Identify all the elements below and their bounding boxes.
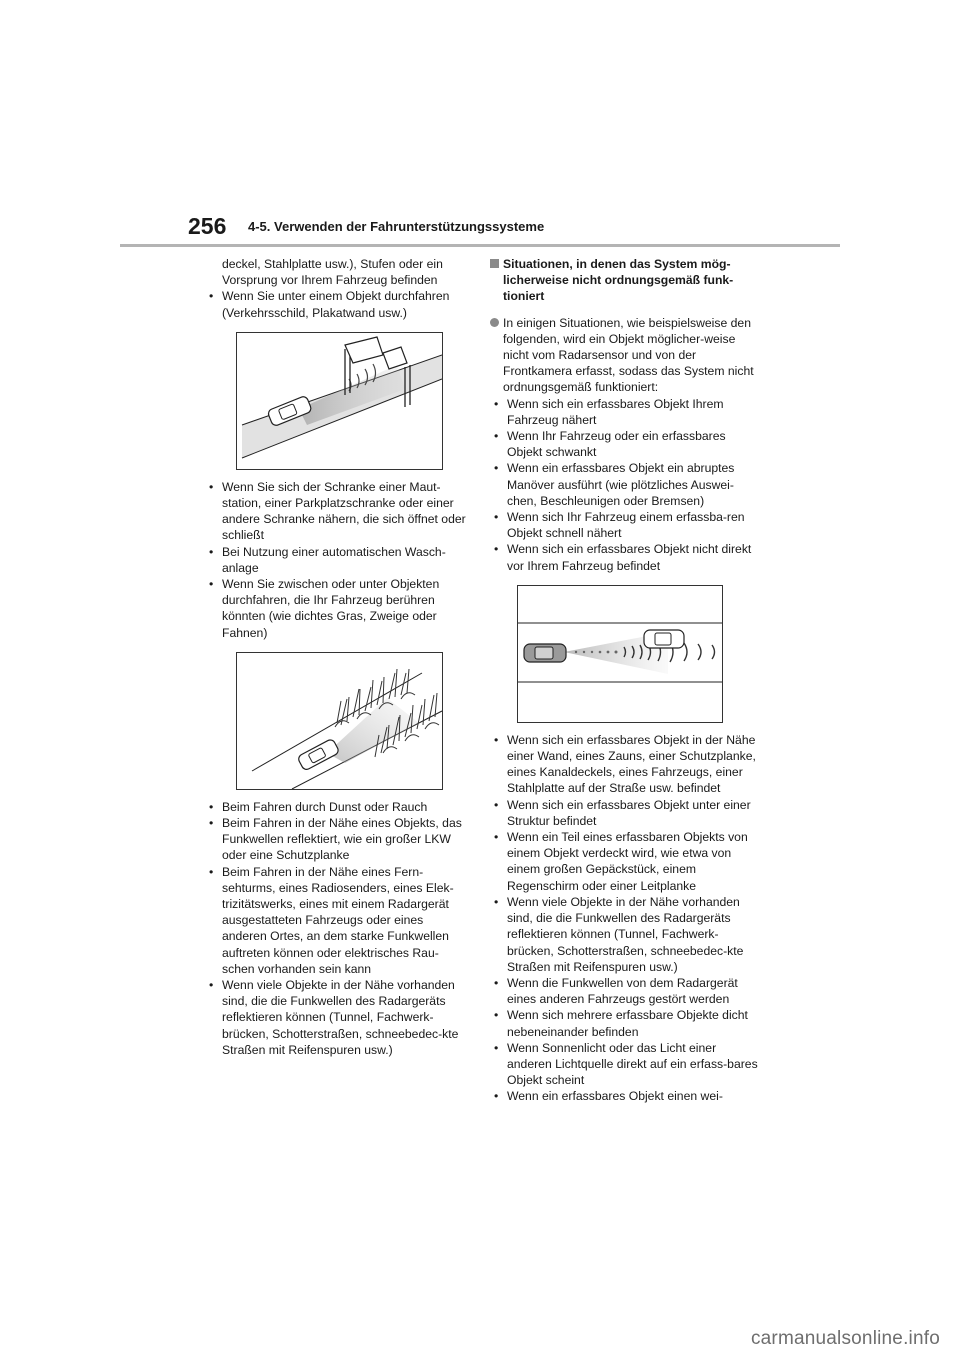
list-item: • Wenn sich ein erfassbares Objekt Ihrem Fahrzeug nähert <box>490 396 760 428</box>
header-rule <box>120 244 840 247</box>
list-item: • Wenn ein erfassbares Objekt ein abruptes Manöver ausführt (wie plötzliches Auswei-chen, Beschleunigen oder Bremsen) <box>490 460 760 509</box>
list-item: • Beim Fahren durch Dunst oder Rauch <box>205 799 470 815</box>
list-item: • Wenn sich ein erfassbares Objekt unter einer Struktur befindet <box>490 797 760 829</box>
section-title: 4-5. Verwenden der Fahrunterstützungssysteme <box>248 219 545 234</box>
radar-offset-vehicle-illustration <box>517 585 723 723</box>
list-item: • Wenn sich mehrere erfassbare Objekte dicht nebeneinander befinden <box>490 1007 760 1039</box>
list-item: • Wenn viele Objekte in der Nähe vorhanden sind, die die Funkwellen des Radargeräts reflektieren können (Tunnel, Fachwerk-brücken, Schotterstraßen, schneebedec-kte Straßen mit Reifenspuren usw.) <box>205 977 470 1058</box>
dense-grass-illustration <box>236 652 443 790</box>
list-item: • Wenn ein Teil eines erfassbaren Objekts von einem Objekt verdeckt wird, wie etwa von einem großen Gepäckstück, einem Regenschirm oder einer Leitplanke <box>490 829 760 894</box>
intro-text: In einigen Situationen, wie beispielsweise den folgenden, wird ein Objekt möglicher-weise nicht vom Radarsensor und von der Frontkamera erfasst, sodass das System nicht ordnungsgemäß funktioniert: <box>503 315 754 395</box>
list-item: • Wenn Sonnenlicht oder das Licht einer anderen Lichtquelle direkt auf ein erfass-bares Objekt scheint <box>490 1040 760 1089</box>
list-item: • Wenn sich Ihr Fahrzeug einem erfassba-ren Objekt schnell nähert <box>490 509 760 541</box>
square-bullet-icon <box>490 259 499 268</box>
right-column <box>490 256 760 1105</box>
left-column <box>205 256 470 1058</box>
situations-heading <box>490 256 760 305</box>
intro-paragraph <box>490 315 760 396</box>
sign-gantry-svg <box>237 333 442 469</box>
list-item: • Beim Fahren in der Nähe eines Fern-sehturms, eines Radiosenders, eines Elek-trizitätswerks, eines mit einem Radargerät ausgestatteten Fahrzeugs oder eines anderen Ortes, an dem starke Funkwellen auftreten können oder elektrisches Rau-schen vorhanden sein kann <box>205 864 470 977</box>
list-item: • Wenn sich ein erfassbares Objekt nicht direkt vor Ihrem Fahrzeug befindet <box>490 541 760 573</box>
list-item: • Beim Fahren in der Nähe eines Objekts, das Funkwellen reflektiert, wie ein großer LKW oder eine Schutzplanke <box>205 815 470 864</box>
list-item: • Wenn Sie zwischen oder unter Objekten durchfahren, die Ihr Fahrzeug berühren könnten (wie dichtes Gras, Zweige oder Fahnen) <box>205 576 470 641</box>
continuation-text: deckel, Stahlplatte usw.), Stufen oder ein Vorsprung vor Ihrem Fahrzeug befinden <box>222 257 443 288</box>
watermark: carmanualsonline.info <box>750 1328 940 1349</box>
list-item: • Wenn viele Objekte in der Nähe vorhanden sind, die die Funkwellen des Radargeräts reflektieren können (Tunnel, Fachwerk-brücken, Schotterstraßen, schneebedec-kte Straßen mit Reifenspuren usw.) <box>490 894 760 975</box>
list-item: • Wenn Sie unter einem Objekt durchfahren (Verkehrsschild, Plakatwand usw.) <box>205 288 470 320</box>
list-item: • Wenn die Funkwellen von dem Radargerät eines anderen Fahrzeugs gestört werden <box>490 975 760 1007</box>
dense-grass-svg <box>237 653 442 789</box>
list-item: • Wenn Ihr Fahrzeug oder ein erfassbares Objekt schwankt <box>490 428 760 460</box>
list-item: • Wenn ein erfassbares Objekt einen wei- <box>490 1088 760 1104</box>
radar-offset-vehicle-svg <box>518 586 722 722</box>
list-item: • Wenn Sie sich der Schranke einer Maut-station, einer Parkplatzschranke oder einer andere Schranke nähern, die sich öffnet oder schließt <box>205 479 470 544</box>
situations-heading-text: Situationen, in denen das System mög-licherweise nicht ordnungsgemäß funk-tioniert <box>503 257 734 304</box>
list-item: • Wenn sich ein erfassbares Objekt in der Nähe einer Wand, eines Zauns, einer Schutzplanke, eines Kanaldeckels, eines Fahrzeugs, einer Stahlplatte auf der Straße usw. befindet <box>490 732 760 797</box>
sign-gantry-illustration <box>236 332 443 470</box>
list-item: • Bei Nutzung einer automatischen Wasch-anlage <box>205 544 470 576</box>
circle-bullet-icon <box>490 318 499 327</box>
page-number: 256 <box>188 213 227 239</box>
